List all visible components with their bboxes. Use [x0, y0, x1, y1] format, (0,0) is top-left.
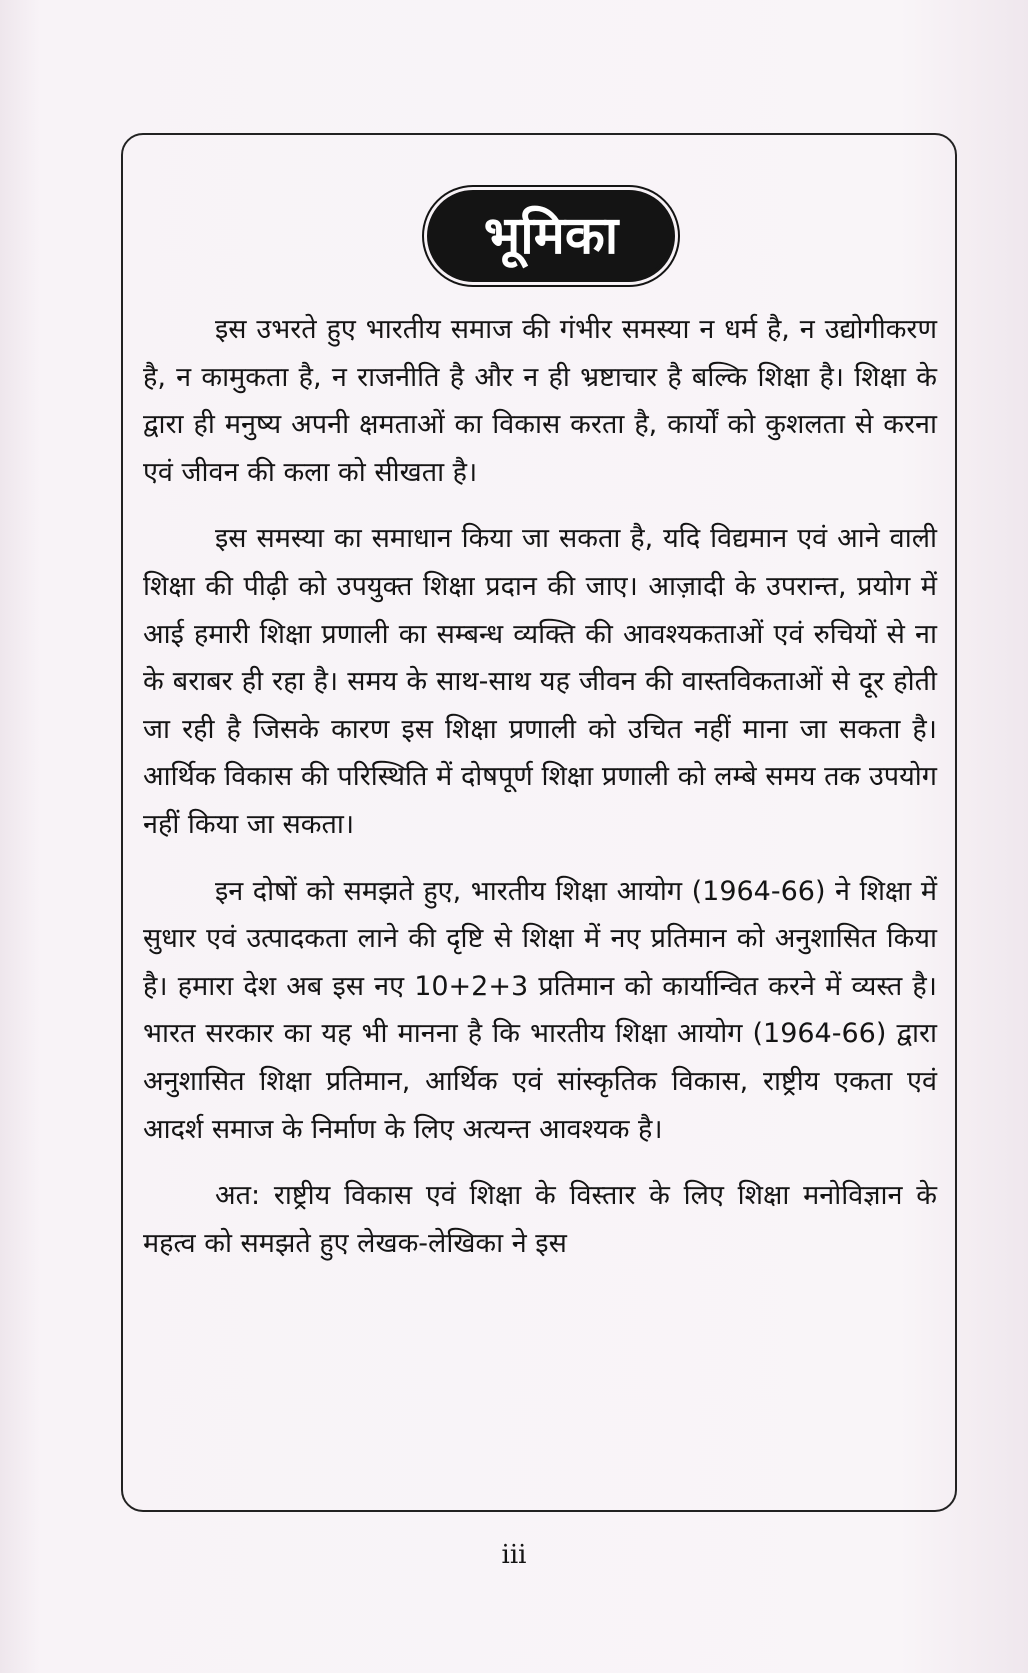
- paragraph-2: इस समस्या का समाधान किया जा सकता है, यदि विद्यमान एवं आने वाली शिक्षा की पीढ़ी को उपयुक्त शिक्षा प्रदान की जाए। आज़ादी के उपरान्त, प्रयोग में आई हमारी शिक्षा प्रणाली का सम्बन्ध व्यक्ति की आवश्यकताओं एवं रुचियों से ना के बराबर ही रहा है। समय के साथ-साथ यह जीवन की वास्तविकताओं से दूर होती जा रही है जिसके कारण इस शिक्षा प्रणाली को उचित नहीं माना जा सकता है। आर्थिक विकास की परिस्थिति में दोषपूर्ण शिक्षा प्रणाली को लम्बे समय तक उपयोग नहीं किया जा सकता।: [143, 523, 937, 840]
- body-text: [143, 306, 937, 1267]
- page-number: iii: [501, 1540, 527, 1570]
- title-badge: [427, 190, 675, 282]
- page-title: भूमिका: [483, 206, 619, 266]
- paragraph-4: अत: राष्ट्रीय विकास एवं शिक्षा के विस्तार के लिए शिक्षा मनोविज्ञान के महत्व को समझते हुए लेखक-लेखिका ने इस: [143, 1180, 937, 1259]
- paragraph-1: इस उभरते हुए भारतीय समाज की गंभीर समस्या न धर्म है, न उद्योगीकरण है, न कामुकता है, न राजनीति है और न ही भ्रष्टाचार है बल्कि शिक्षा है। शिक्षा के द्वारा ही मनुष्य अपनी क्षमताओं का विकास करता है, कार्यों को कुशलता से करना एवं जीवन की कला को सीखता है।: [143, 314, 937, 488]
- paragraph-3: इन दोषों को समझते हुए, भारतीय शिक्षा आयोग (1964-66) ने शिक्षा में सुधार एवं उत्पादकता लाने की दृष्टि से शिक्षा में नए प्रतिमान को अनुशासित किया है। हमारा देश अब इस नए 10+2+3 प्रतिमान को कार्यान्वित करने में व्यस्त है। भारत सरकार का यह भी मानना है कि भारतीय शिक्षा आयोग (1964-66) द्वारा अनुशासित शिक्षा प्रतिमान, आर्थिक एवं सांस्कृतिक विकास, राष्ट्रीय एकता एवं आदर्श समाज के निर्माण के लिए अत्यन्त आवश्यक है।: [143, 875, 937, 1145]
